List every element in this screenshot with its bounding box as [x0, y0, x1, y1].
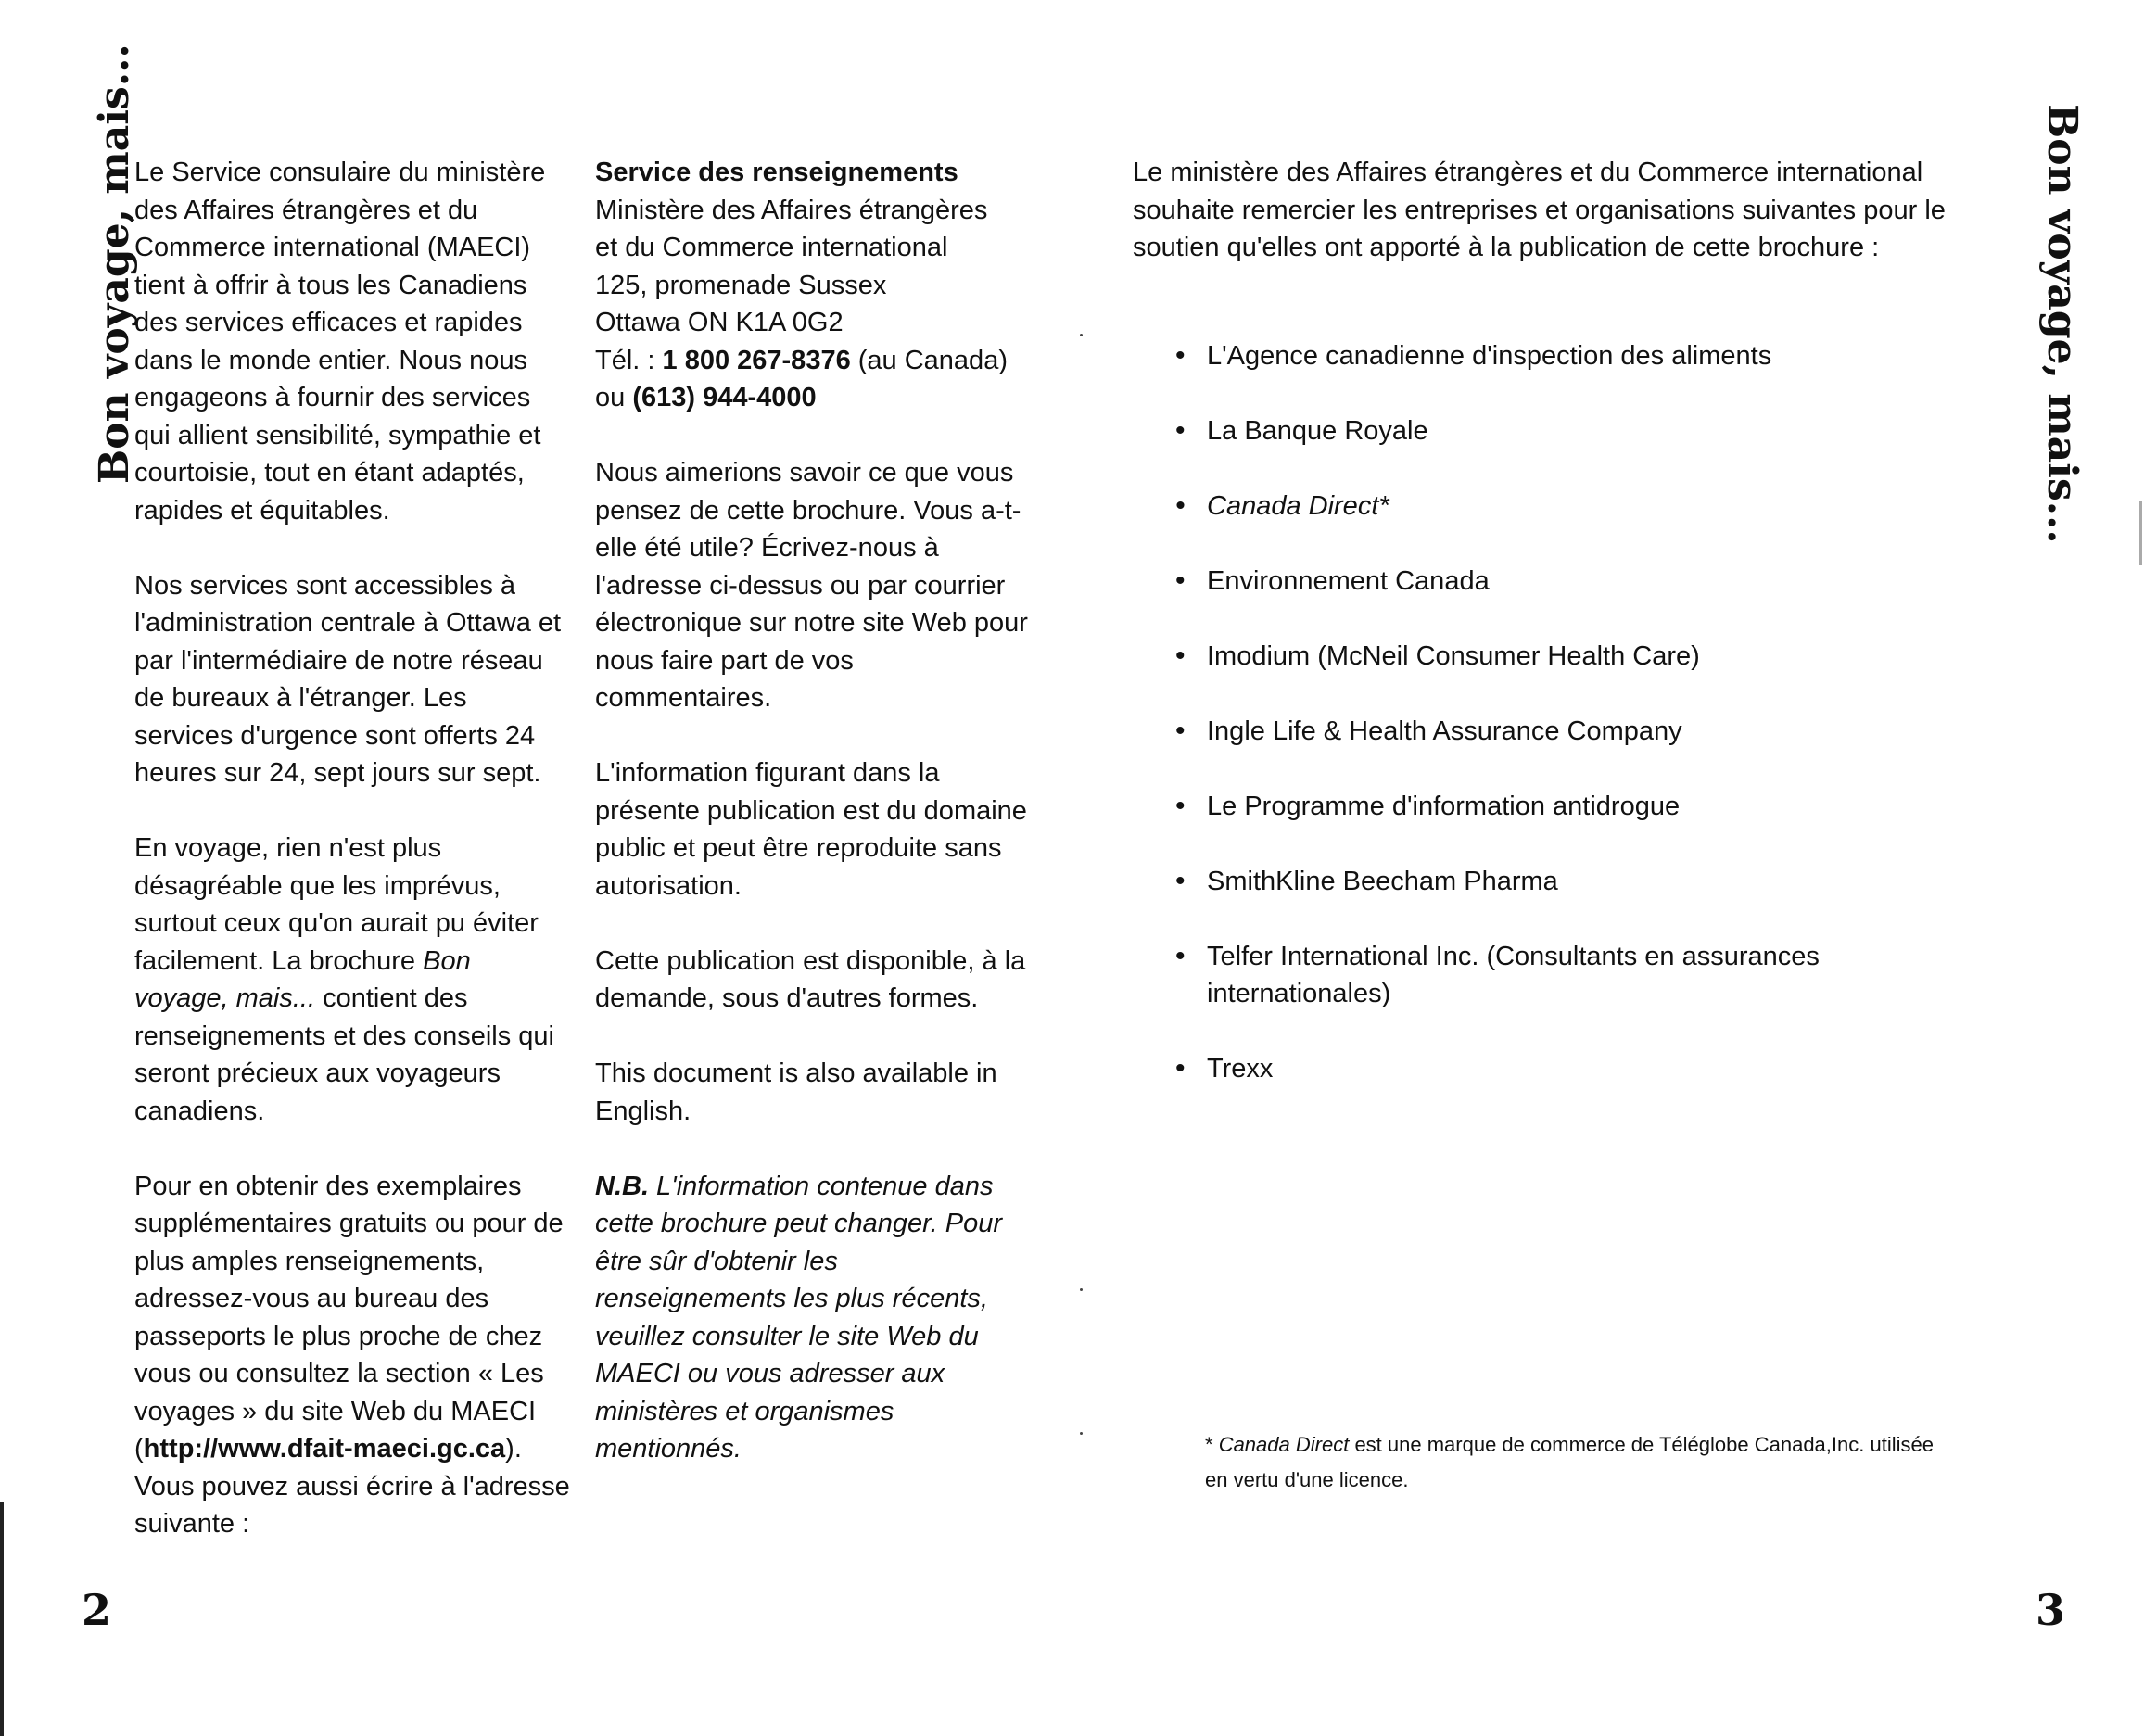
sponsor-item: • L'Agence canadienne d'inspection des aliments [1207, 337, 1948, 375]
side-title-left: Bon voyage, mais... [91, 44, 138, 484]
address-line: Ottawa ON K1A 0G2 [595, 308, 844, 337]
scan-speck [1080, 1288, 1083, 1291]
sponsor-item: • Canada Direct* [1207, 488, 1948, 526]
column-a [134, 154, 570, 1580]
paragraph-nb: N.B. L'information contenue dans cette brochure peut changer. Pour être sûr d'obtenir les renseignements les plus récents, veuillez consulter le site Web du MAECI ou vous adresser aux ministères et organismes mentionnés. [595, 1171, 1003, 1464]
sponsor-item: • Ingle Life & Health Assurance Company [1207, 713, 1948, 751]
sponsor-item: • Imodium (McNeil Consumer Health Care) [1207, 638, 1948, 676]
paragraph-formats: Cette publication est disponible, à la demande, sous d'autres formes. [595, 945, 1026, 1013]
sponsor-item: • Environnement Canada [1207, 563, 1948, 601]
paragraph-feedback: Nous aimerions savoir ce que vous pensez de cette brochure. Vous a-t-elle été utile? Écrivez-nous à l'adresse ci-dessus ou par courrier électronique sur notre site Web pour nous faire part de vos commentaires. [595, 458, 1028, 713]
scan-speck [1080, 334, 1083, 336]
nb-label: N.B. [595, 1171, 649, 1201]
side-title-right: Bon voyage, mais... [2038, 104, 2086, 544]
sponsor-list [1133, 337, 1948, 1088]
sponsor-item: • Telfer International Inc. (Consultants en assurances internationales) [1207, 938, 1948, 1013]
sponsor-item: • Le Programme d'information antidrogue [1207, 788, 1948, 826]
column-b [595, 154, 1031, 1505]
page-number-right: 3 [2036, 1585, 2066, 1635]
address-line: 125, promenade Sussex [595, 270, 887, 300]
paragraph-public-domain: L'information figurant dans la présente publication est du domaine public et peut être reproduite sans autorisation. [595, 758, 1027, 901]
scan-speck [1080, 1432, 1083, 1435]
page-number-left: 2 [82, 1585, 112, 1635]
column-sponsors [1133, 154, 1948, 1125]
website-link[interactable]: http://www.dfait-maeci.gc.ca [143, 1434, 506, 1464]
contact-block: Service des renseignements Ministère des Affaires étrangères et du Commerce international 125, promenade Sussex Ottawa ON K1A 0G2 Tél. : 1 800 267-8376 (au Canada) ou (613) 944-4000 [595, 158, 1008, 412]
sponsor-item: • Trexx [1207, 1050, 1948, 1088]
footnote-trademark: Canada Direct [1218, 1433, 1350, 1456]
paragraph-english: This document is also available in English. [595, 1058, 997, 1126]
section-heading: Service des renseignements [595, 158, 958, 187]
brochure-title: Bon voyage, mais... [134, 945, 471, 1013]
phone-local: (613) 944-4000 [632, 383, 817, 412]
paragraph-consular-service: Le Service consulaire du ministère des Affaires étrangères et du Commerce international (MAECI) tient à offrir à tous les Canadiens des services efficaces et rapides dans le monde entier. Nous nous engageons à fournir des services qui allient sensibilité, sympathie et courtoisie, tout en étant adaptés, rapides et équitables. [134, 158, 546, 526]
paragraph-travel-advice: En voyage, rien n'est plus désagréable que les imprévus, surtout ceux qu'on aurait pu éviter facilement. La brochure Bon voyage, mais... contient des renseignements et des conseils qui seront précieux aux voyageurs canadiens. [134, 833, 554, 1126]
address-line: et du Commerce international [595, 233, 948, 262]
page-edge-line [2139, 501, 2142, 565]
paragraph-services-access: Nos services sont accessibles à l'administration centrale à Ottawa et par l'intermédiaire de notre réseau de bureaux à l'étranger. Les services d'urgence sont offerts 24 heures sur 24, sept jours sur sept. [134, 570, 562, 788]
address-line: Ministère des Affaires étrangères [595, 195, 988, 225]
phone-toll-free: 1 800 267-8376 [662, 345, 851, 375]
sponsor-item: • SmithKline Beecham Pharma [1207, 863, 1948, 901]
paragraph-more-copies: Pour en obtenir des exemplaires supplémentaires gratuits ou pour de plus amples renseignements, adressez-vous au bureau des passeports le plus proche de chez vous ou consultez la section « Les voyages » du site Web du MAECI (http://www.dfait-maeci.gc.ca). Vous pouvez aussi écrire à l'adresse suivante : [134, 1171, 570, 1539]
footnote: * Canada Direct est une marque de commerce de Téléglobe Canada,Inc. utilisée en vertu d'une licence. [1205, 1433, 1934, 1491]
sponsor-item: • La Banque Royale [1207, 412, 1948, 450]
sponsors-intro: Le ministère des Affaires étrangères et du Commerce international souhaite remercier les entreprises et organisations suivantes pour le soutien qu'elles ont apporté à la publication de cette brochure : [1133, 158, 1946, 262]
binding-edge-line [0, 1502, 4, 1736]
